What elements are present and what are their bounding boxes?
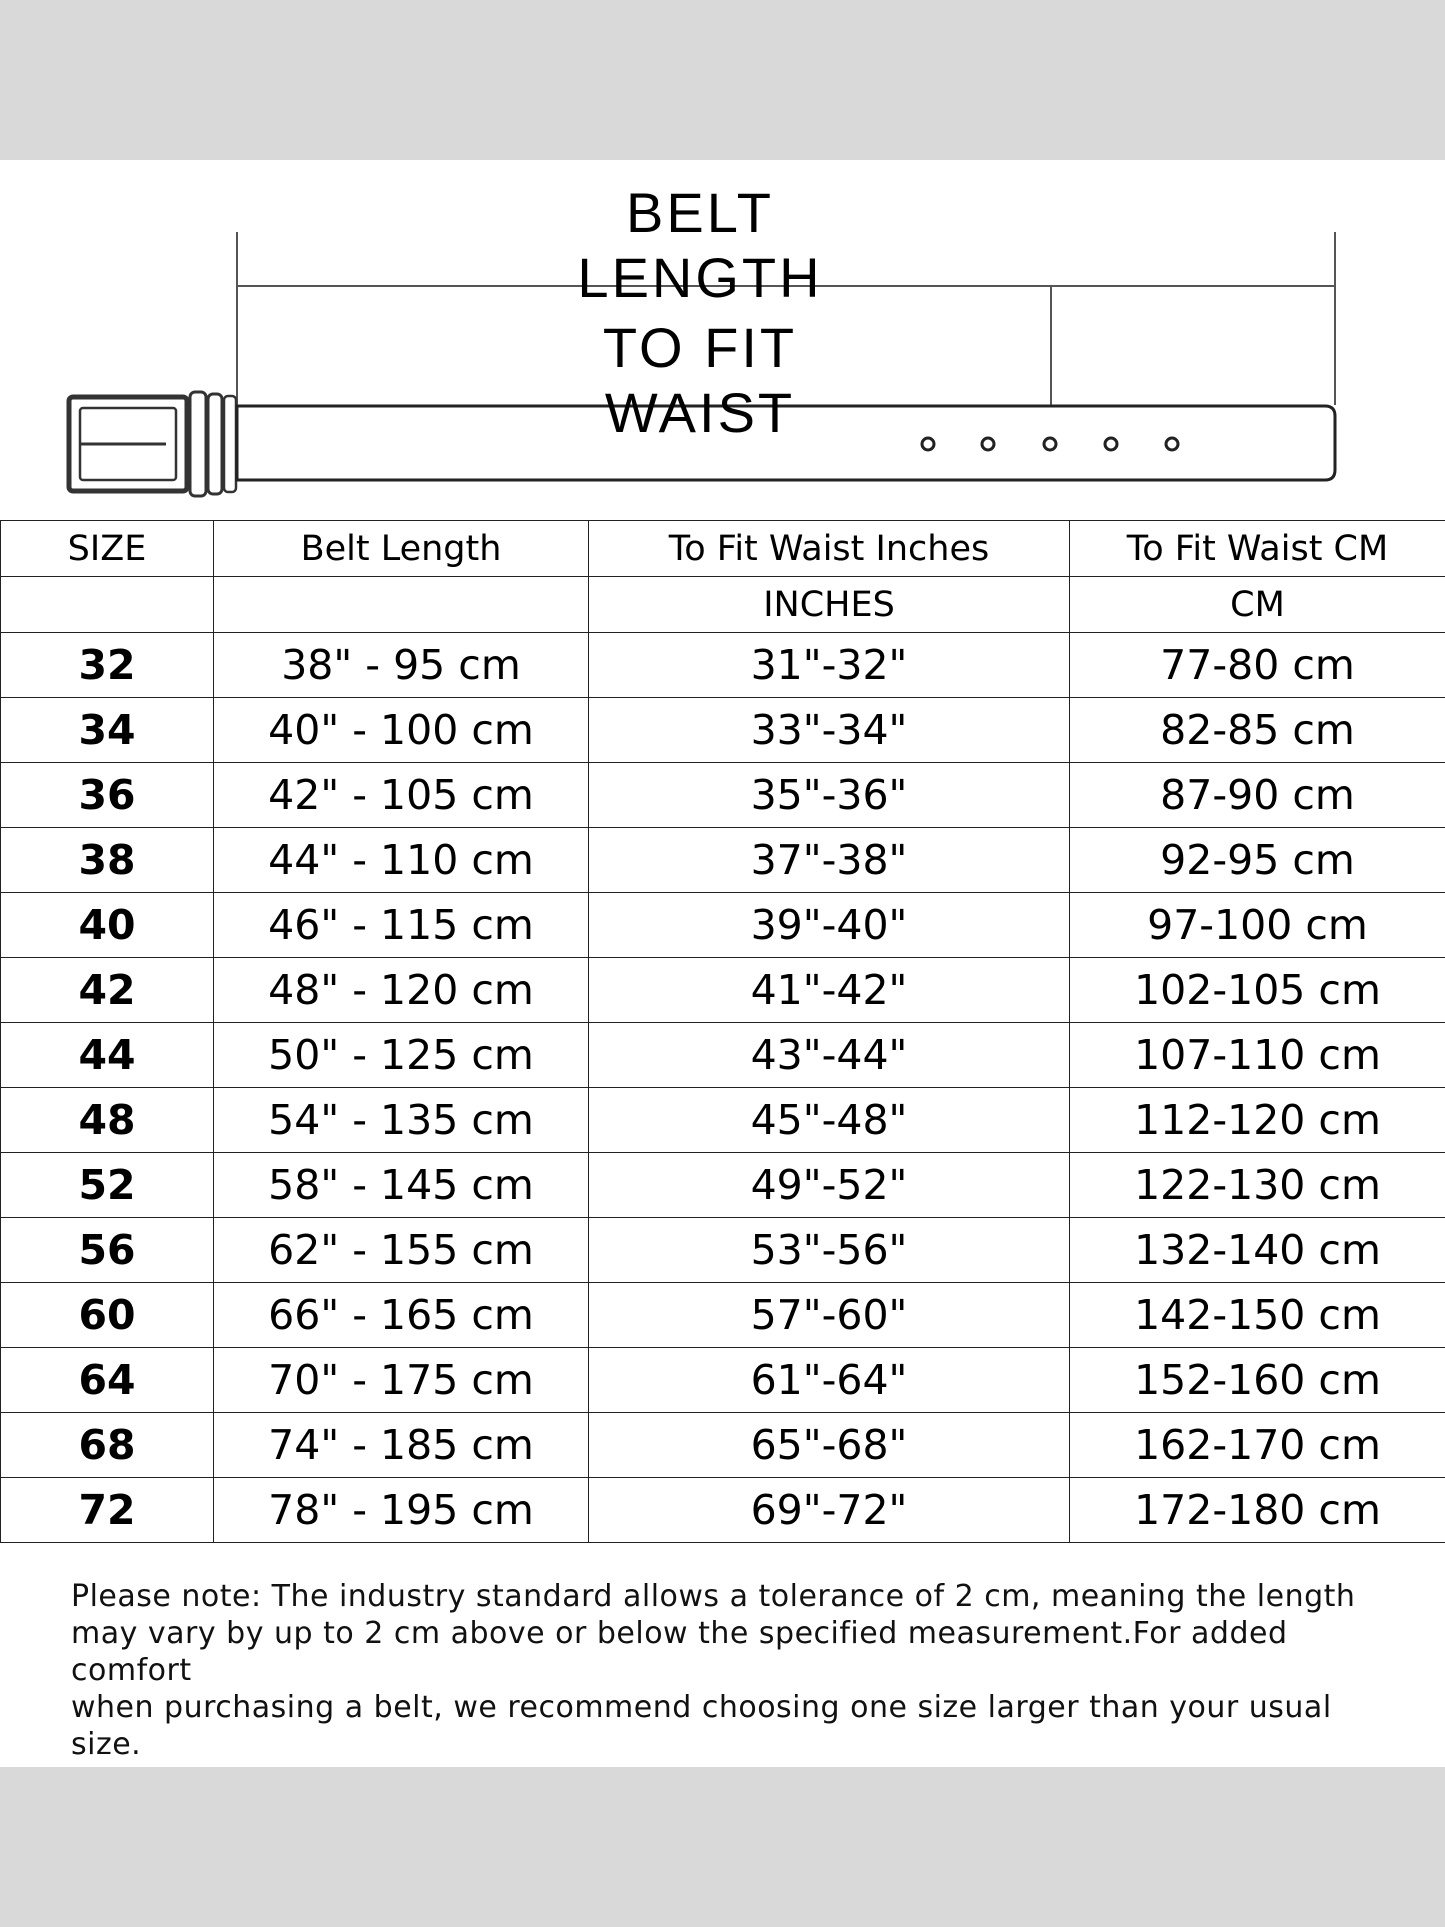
waist-inches-cell: 41"-42" bbox=[589, 958, 1070, 1023]
waist-inches-cell: 37"-38" bbox=[589, 828, 1070, 893]
belt-length-cell: 38" - 95 cm bbox=[214, 633, 589, 698]
waist-cm-cell: 162-170 cm bbox=[1070, 1413, 1445, 1478]
header-waist-inches: To Fit Waist Inches bbox=[589, 521, 1070, 577]
size-rows bbox=[1, 633, 1445, 1543]
waist-inches-cell: 31"-32" bbox=[589, 633, 1070, 698]
size-cell: 38 bbox=[1, 828, 214, 893]
size-cell: 64 bbox=[1, 1348, 214, 1413]
size-cell: 32 bbox=[1, 633, 214, 698]
size-cell: 42 bbox=[1, 958, 214, 1023]
belt-length-cell: 70" - 175 cm bbox=[214, 1348, 589, 1413]
table-row bbox=[1, 1478, 1445, 1543]
table-row bbox=[1, 633, 1445, 698]
waist-cm-cell: 112-120 cm bbox=[1070, 1088, 1445, 1153]
size-cell: 34 bbox=[1, 698, 214, 763]
waist-cm-cell: 107-110 cm bbox=[1070, 1023, 1445, 1088]
waist-label: TO FIT WAIST bbox=[602, 316, 798, 444]
table-row bbox=[1, 763, 1445, 828]
note-line: when purchasing a belt, we recommend choosing one size larger than your usual size. bbox=[71, 1690, 1332, 1762]
waist-cm-cell: 92-95 cm bbox=[1070, 828, 1445, 893]
subheader-row bbox=[1, 577, 1445, 633]
subheader-inches: INCHES bbox=[589, 577, 1070, 633]
waist-inches-cell: 33"-34" bbox=[589, 698, 1070, 763]
belt-length-cell: 58" - 145 cm bbox=[214, 1153, 589, 1218]
waist-cm-cell: 97-100 cm bbox=[1070, 893, 1445, 958]
table-row bbox=[1, 1088, 1445, 1153]
table-row bbox=[1, 893, 1445, 958]
note-line: may vary by up to 2 cm above or below the specified measurement.For added comfort bbox=[71, 1616, 1288, 1688]
belt-diagram bbox=[0, 160, 1445, 505]
waist-cm-cell: 122-130 cm bbox=[1070, 1153, 1445, 1218]
header-belt-length: Belt Length bbox=[214, 521, 589, 577]
size-cell: 40 bbox=[1, 893, 214, 958]
belt-length-cell: 42" - 105 cm bbox=[214, 763, 589, 828]
waist-cm-cell: 172-180 cm bbox=[1070, 1478, 1445, 1543]
belt-length-cell: 78" - 195 cm bbox=[214, 1478, 589, 1543]
subheader-size bbox=[1, 577, 214, 633]
waist-inches-cell: 43"-44" bbox=[589, 1023, 1070, 1088]
waist-inches-cell: 45"-48" bbox=[589, 1088, 1070, 1153]
table-row bbox=[1, 828, 1445, 893]
waist-inches-cell: 57"-60" bbox=[589, 1283, 1070, 1348]
waist-cm-cell: 152-160 cm bbox=[1070, 1348, 1445, 1413]
subheader-belt-length bbox=[214, 577, 589, 633]
table-row bbox=[1, 1283, 1445, 1348]
header-size: SIZE bbox=[1, 521, 214, 577]
waist-cm-cell: 82-85 cm bbox=[1070, 698, 1445, 763]
waist-cm-cell: 102-105 cm bbox=[1070, 958, 1445, 1023]
waist-inches-cell: 35"-36" bbox=[589, 763, 1070, 828]
size-cell: 72 bbox=[1, 1478, 214, 1543]
size-chart-sheet bbox=[0, 160, 1445, 1767]
belt-length-cell: 66" - 165 cm bbox=[214, 1283, 589, 1348]
tolerance-note bbox=[71, 1578, 1411, 1763]
buckle-icon bbox=[69, 392, 236, 496]
table-row bbox=[1, 698, 1445, 763]
note-line: Please note: The industry standard allows a tolerance of 2 cm, meaning the length bbox=[71, 1579, 1356, 1614]
waist-inches-cell: 69"-72" bbox=[589, 1478, 1070, 1543]
waist-cm-cell: 77-80 cm bbox=[1070, 633, 1445, 698]
belt-length-cell: 46" - 115 cm bbox=[214, 893, 589, 958]
size-table bbox=[0, 520, 1445, 1543]
waist-inches-cell: 39"-40" bbox=[589, 893, 1070, 958]
waist-inches-cell: 61"-64" bbox=[589, 1348, 1070, 1413]
belt-length-cell: 50" - 125 cm bbox=[214, 1023, 589, 1088]
waist-inches-cell: 65"-68" bbox=[589, 1413, 1070, 1478]
waist-cm-cell: 87-90 cm bbox=[1070, 763, 1445, 828]
size-cell: 48 bbox=[1, 1088, 214, 1153]
belt-length-cell: 54" - 135 cm bbox=[214, 1088, 589, 1153]
belt-length-cell: 40" - 100 cm bbox=[214, 698, 589, 763]
size-cell: 60 bbox=[1, 1283, 214, 1348]
size-cell: 68 bbox=[1, 1413, 214, 1478]
table-row bbox=[1, 1413, 1445, 1478]
table-row bbox=[1, 1218, 1445, 1283]
belt-length-cell: 48" - 120 cm bbox=[214, 958, 589, 1023]
belt-length-cell: 74" - 185 cm bbox=[214, 1413, 589, 1478]
table-row bbox=[1, 1023, 1445, 1088]
waist-cm-cell: 142-150 cm bbox=[1070, 1283, 1445, 1348]
belt-length-label: BELT LENGTH bbox=[577, 181, 823, 309]
size-cell: 36 bbox=[1, 763, 214, 828]
belt-length-cell: 62" - 155 cm bbox=[214, 1218, 589, 1283]
table-row bbox=[1, 958, 1445, 1023]
size-cell: 44 bbox=[1, 1023, 214, 1088]
size-cell: 52 bbox=[1, 1153, 214, 1218]
waist-cm-cell: 132-140 cm bbox=[1070, 1218, 1445, 1283]
waist-inches-cell: 53"-56" bbox=[589, 1218, 1070, 1283]
waist-inches-cell: 49"-52" bbox=[589, 1153, 1070, 1218]
header-waist-cm: To Fit Waist CM bbox=[1070, 521, 1445, 577]
belt-length-cell: 44" - 110 cm bbox=[214, 828, 589, 893]
header-row bbox=[1, 521, 1445, 577]
subheader-cm: CM bbox=[1070, 577, 1445, 633]
size-cell: 56 bbox=[1, 1218, 214, 1283]
table-row bbox=[1, 1153, 1445, 1218]
table-row bbox=[1, 1348, 1445, 1413]
